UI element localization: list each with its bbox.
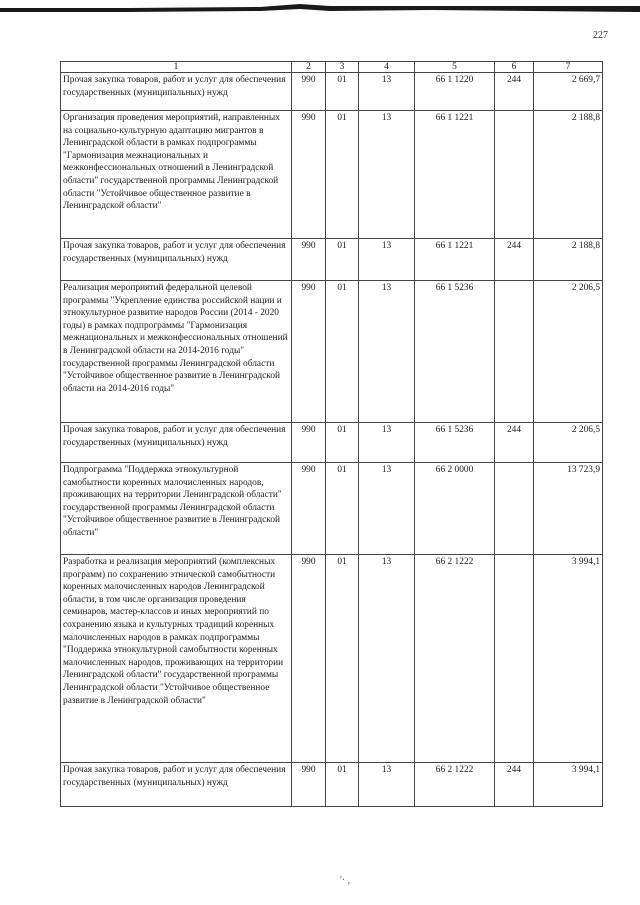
row-target: 66 2 0000 (415, 463, 495, 555)
row-amount: 2 669,7 (534, 73, 603, 111)
row-target: 66 1 5236 (415, 281, 495, 423)
row-name: Реализация мероприятий федеральной целевой программы "Укрепление единства российской нации и этнокультурное развитие народов России (2014 - 2020 годы) в рамках подпрограммы "Гармонизация межнациональных и межконфессиональных отношений в Ленинградской области на 2014-2016 годы" государственной программы Ленинградской области "Устойчивое общественное развитие в Ленинградской области на 2014-2016 годы" (61, 281, 292, 423)
row-target: 66 2 1222 (415, 763, 495, 807)
row-expense-type: 244 (495, 763, 534, 807)
row-target: 66 1 1221 (415, 239, 495, 281)
row-expense-type (495, 463, 534, 555)
row-name: Прочая закупка товаров, работ и услуг для обеспечения государственных (муниципальных) нужд (61, 239, 292, 281)
row-expense-type: 244 (495, 73, 534, 111)
row-amount: 3 994,1 (534, 555, 603, 763)
table-row (61, 423, 603, 463)
row-amount: 2 206,5 (534, 423, 603, 463)
row-grbs: 990 (292, 239, 326, 281)
row-grbs: 990 (292, 281, 326, 423)
scan-mark: '· , (340, 875, 351, 886)
table-row (61, 111, 603, 239)
row-name: Прочая закупка товаров, работ и услуг для обеспечения государственных (муниципальных) нужд (61, 763, 292, 807)
header-cell: 4 (359, 62, 415, 73)
row-expense-type (495, 281, 534, 423)
row-amount: 3 994,1 (534, 763, 603, 807)
row-section: 01 (326, 463, 359, 555)
row-grbs: 990 (292, 111, 326, 239)
row-section: 01 (326, 111, 359, 239)
row-expense-type: 244 (495, 423, 534, 463)
scan-top-border (0, 0, 640, 16)
row-amount: 13 723,9 (534, 463, 603, 555)
row-section: 01 (326, 281, 359, 423)
row-name: Разработка и реализация мероприятий (комплексных программ) по сохранению этнической самобытности коренных малочисленных народов Ленинградской области, в том числе организация проведения семинаров, мастер-классов и иных мероприятий по сохранению языка и культурных традиций коренных малочисленных народов в рамках подпрограммы "Поддержка этнокультурной самобытности коренных малочисленных народов, проживающих на территории Ленинградской области" государственной программы Ленинградской области "Устойчивое общественное развитие в Ленинградской области" (61, 555, 292, 763)
row-subsection: 13 (359, 763, 415, 807)
row-grbs: 990 (292, 555, 326, 763)
table-row (61, 239, 603, 281)
row-name: Организация проведения мероприятий, направленных на социально-культурную адаптацию мигрантов в Ленинградской области в рамках подпрограммы "Гармонизация межнациональных и межконфессиональных отношений в Ленинградской области" государственной программы Ленинградской области "Устойчивое общественное развитие в Ленинградской области" (61, 111, 292, 239)
row-expense-type: 244 (495, 239, 534, 281)
row-subsection: 13 (359, 239, 415, 281)
row-target: 66 1 1220 (415, 73, 495, 111)
page-number: 227 (593, 30, 608, 41)
row-grbs: 990 (292, 73, 326, 111)
row-subsection: 13 (359, 463, 415, 555)
row-subsection: 13 (359, 111, 415, 239)
row-section: 01 (326, 763, 359, 807)
row-grbs: 990 (292, 463, 326, 555)
header-cell: 3 (326, 62, 359, 73)
table-row (61, 281, 603, 423)
header-row (61, 62, 603, 73)
table-row (61, 463, 603, 555)
table-row (61, 763, 603, 807)
row-grbs: 990 (292, 763, 326, 807)
row-subsection: 13 (359, 423, 415, 463)
row-section: 01 (326, 555, 359, 763)
header-cell: 6 (495, 62, 534, 73)
row-section: 01 (326, 423, 359, 463)
header-cell: 1 (61, 62, 292, 73)
row-target: 66 1 1221 (415, 111, 495, 239)
row-expense-type (495, 111, 534, 239)
budget-table (60, 61, 603, 807)
row-target: 66 2 1222 (415, 555, 495, 763)
header-cell: 5 (415, 62, 495, 73)
row-subsection: 13 (359, 73, 415, 111)
row-name: Прочая закупка товаров, работ и услуг для обеспечения государственных (муниципальных) нужд (61, 73, 292, 111)
table-row (61, 73, 603, 111)
row-name: Подпрограмма "Поддержка этнокультурной самобытности коренных малочисленных народов, проживающих на территории Ленинградской области" государственной программы Ленинградской области "Устойчивое общественное развитие в Ленинградской области" (61, 463, 292, 555)
row-subsection: 13 (359, 281, 415, 423)
row-expense-type (495, 555, 534, 763)
row-amount: 2 188,8 (534, 239, 603, 281)
row-section: 01 (326, 73, 359, 111)
row-subsection: 13 (359, 555, 415, 763)
row-amount: 2 188,8 (534, 111, 603, 239)
row-section: 01 (326, 239, 359, 281)
header-cell: 2 (292, 62, 326, 73)
header-cell: 7 (534, 62, 603, 73)
table-row (61, 555, 603, 763)
row-grbs: 990 (292, 423, 326, 463)
row-name: Прочая закупка товаров, работ и услуг для обеспечения государственных (муниципальных) нужд (61, 423, 292, 463)
row-target: 66 1 5236 (415, 423, 495, 463)
row-amount: 2 206,5 (534, 281, 603, 423)
